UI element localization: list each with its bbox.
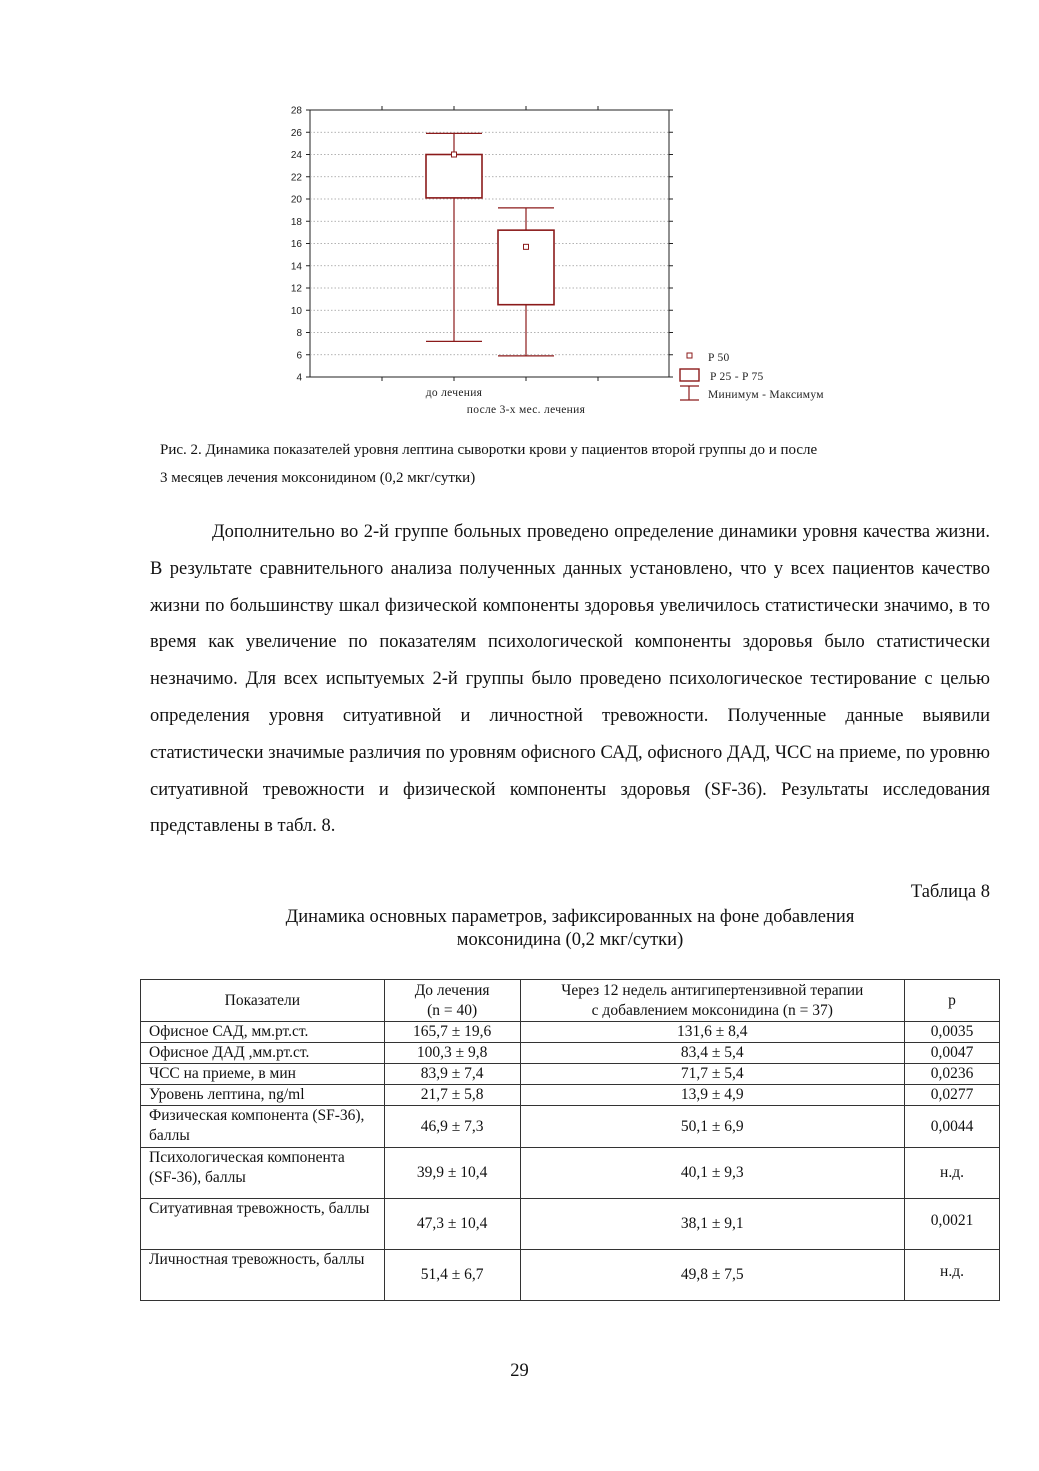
- row-indicator: Психологическая компонента (SF-36), баллы: [141, 1148, 385, 1199]
- y-tick-label: 14: [290, 261, 302, 273]
- table-row: [141, 1043, 1000, 1064]
- row-before-value: 39,9 ± 10,4: [384, 1148, 520, 1199]
- y-tick-label: 24: [290, 150, 302, 161]
- row-after-value: 50,1 ± 6,9: [520, 1106, 904, 1148]
- iqr-box: [498, 230, 554, 305]
- y-tick-label: 16: [290, 239, 302, 250]
- row-p-value: н.д.: [905, 1250, 1000, 1301]
- row-before-value: 100,3 ± 9,8: [384, 1043, 520, 1064]
- row-before-value: 46,9 ± 7,3: [384, 1106, 520, 1148]
- row-p-value: н.д.: [905, 1148, 1000, 1199]
- row-after-value: 131,6 ± 8,4: [520, 1022, 904, 1043]
- header-after: [520, 980, 904, 1022]
- header-p: p: [905, 980, 1000, 1022]
- x-category-label: после 3-х мес. лечения: [466, 404, 586, 416]
- row-p-value: 0,0277: [905, 1085, 1000, 1106]
- boxplot-chart: [0, 0, 1039, 430]
- row-after-value: 38,1 ± 9,1: [520, 1199, 904, 1250]
- row-p-value: 0,0047: [905, 1043, 1000, 1064]
- row-indicator: Физическая компонента (SF-36), баллы: [141, 1106, 385, 1148]
- figure-caption: [160, 436, 960, 492]
- row-after-value: 13,9 ± 4,9: [520, 1085, 904, 1106]
- row-indicator: Личностная тревожность, баллы: [141, 1250, 385, 1301]
- header-before-line-1: До лечения: [414, 981, 490, 999]
- table-row: [141, 1064, 1000, 1085]
- table-row: [141, 1106, 1000, 1148]
- row-indicator: Уровень лептина, ng/ml: [141, 1085, 385, 1106]
- median-marker: [524, 244, 529, 249]
- iqr-box: [426, 155, 482, 198]
- header-after-line-1: Через 12 недель антигипертензивной терапии: [561, 981, 864, 999]
- row-p-value: 0,0236: [905, 1064, 1000, 1085]
- y-tick-label: 12: [290, 283, 302, 295]
- row-before-value: 51,4 ± 6,7: [384, 1250, 520, 1301]
- y-tick-label: 22: [290, 172, 302, 184]
- header-after-line-2: с добавлением моксонидина (n = 37): [591, 1001, 833, 1019]
- legend-median-symbol: [687, 353, 692, 358]
- row-after-value: 83,4 ± 5,4: [520, 1043, 904, 1064]
- y-tick-label: 18: [290, 216, 302, 228]
- y-tick-label: 28: [290, 105, 302, 117]
- table-row: [141, 1085, 1000, 1106]
- y-tick-label: 8: [296, 328, 302, 339]
- header-indicators: Показатели: [141, 980, 385, 1022]
- y-tick-label: 10: [290, 305, 302, 317]
- row-after-value: 40,1 ± 9,3: [520, 1148, 904, 1199]
- table-row: [141, 1148, 1000, 1199]
- row-p-value: 0,0035: [905, 1022, 1000, 1043]
- body-paragraph: [150, 514, 990, 845]
- row-indicator: Офисное САД, мм.рт.ст.: [141, 1022, 385, 1043]
- table-row: [141, 1022, 1000, 1043]
- table-title: [150, 906, 990, 952]
- header-before-line-2: (n = 40): [427, 1001, 478, 1019]
- table-header-row: [141, 980, 1000, 1022]
- row-indicator: Ситуативная тревожность, баллы: [141, 1199, 385, 1250]
- caption-line-2: 3 месяцев лечения моксонидином (0,2 мкг/сутки): [160, 470, 476, 486]
- row-p-value: 0,0044: [905, 1106, 1000, 1148]
- x-category-label: до лечения: [425, 387, 483, 399]
- legend-box-symbol: [680, 369, 699, 381]
- caption-line-1: Рис. 2. Динамика показателей уровня лептина сыворотки крови у пациентов второй группы до и после: [160, 442, 818, 458]
- row-p-value: 0,0021: [905, 1199, 1000, 1250]
- row-after-value: 49,8 ± 7,5: [520, 1250, 904, 1301]
- legend-label: Минимум - Максимум: [708, 389, 824, 401]
- legend-label: P 25 - P 75: [710, 371, 764, 383]
- table-number: Таблица 8: [910, 882, 990, 902]
- table-row: [141, 1250, 1000, 1301]
- page-number: 29: [510, 1361, 529, 1381]
- y-tick-label: 4: [296, 372, 302, 384]
- header-before: [384, 980, 520, 1022]
- paragraph-text: Дополнительно во 2-й группе больных проведено определение динамики уровня качества жизни. В результате сравнительного анализа полученных данных установлено, что у всех пациентов качество жизни по большинству шкал физической компоненты здоровья увеличилось статистически значимо, в то время как увеличение по показателям психологической компоненты здоровья было статистически незначимо. Для всех испытуемых 2-й группы было проведено психологическое тестирование с целью определения уровня ситуативной и личностной тревожности. Полученные данные выявили статистически значимые различия по уровням офисного САД, офисного ДАД, ЧСС на приеме, по уровню ситуативной тревожности и физической компоненты здоровья (SF-36). Результаты исследования представлены в табл. 8.: [150, 522, 990, 837]
- median-marker: [452, 152, 457, 157]
- y-tick-label: 20: [290, 194, 302, 206]
- row-indicator: ЧСС на приеме, в мин: [141, 1064, 385, 1085]
- legend-label: P 50: [708, 352, 730, 364]
- row-before-value: 83,9 ± 7,4: [384, 1064, 520, 1085]
- table-title-line-2: моксонидина (0,2 мкг/сутки): [456, 930, 684, 950]
- row-after-value: 71,7 ± 5,4: [520, 1064, 904, 1085]
- row-before-value: 47,3 ± 10,4: [384, 1199, 520, 1250]
- results-table: [140, 979, 1000, 1301]
- table-body: [141, 1022, 1000, 1301]
- table-row: [141, 1199, 1000, 1250]
- table-title-line-1: Динамика основных параметров, зафиксированных на фоне добавления: [285, 907, 855, 927]
- row-before-value: 165,7 ± 19,6: [384, 1022, 520, 1043]
- y-tick-label: 6: [296, 350, 302, 362]
- row-indicator: Офисное ДАД ,мм.рт.ст.: [141, 1043, 385, 1064]
- row-before-value: 21,7 ± 5,8: [384, 1085, 520, 1106]
- y-tick-label: 26: [290, 127, 302, 139]
